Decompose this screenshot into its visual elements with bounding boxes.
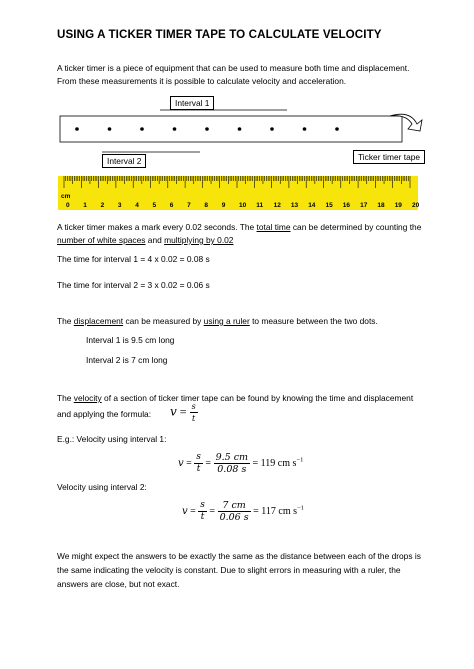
eq1-exponent: −1 — [296, 456, 304, 464]
ruler-number: 8 — [204, 202, 209, 209]
eq2-result: = 117 cm s — [253, 505, 298, 517]
timing-line-1 — [57, 221, 421, 234]
ruler — [58, 176, 418, 210]
intro-line-1: A ticker timer is a piece of equipment that can be used to measure both time and displacement. — [57, 63, 410, 73]
tape-dot — [303, 127, 307, 131]
ruler-number: 11 — [256, 202, 264, 209]
eq1-fraction-1 — [194, 452, 203, 475]
tape-strip — [60, 116, 402, 142]
timing-text: and — [145, 235, 165, 245]
equation-interval-1 — [178, 452, 303, 475]
eq2-den-t: t — [200, 512, 205, 522]
equation-interval-2 — [182, 500, 304, 523]
tape-dot — [205, 127, 209, 131]
displacement-text: can be measured by — [123, 316, 204, 326]
timing-line-2 — [57, 234, 233, 247]
page-title: USING A TICKER TIMER TAPE TO CALCULATE VELOCITY — [57, 28, 382, 41]
ruler-number: 7 — [187, 202, 191, 209]
eq1-equals-2: = — [205, 457, 212, 469]
ruler-number: 4 — [135, 202, 139, 209]
eq2-fraction-2 — [218, 500, 251, 523]
eq1-den-value: 0.08 s — [217, 464, 247, 475]
displacement-term: displacement — [73, 316, 124, 326]
example-1-label: E.g.: Velocity using interval 1: — [57, 434, 167, 444]
velocity-formula — [170, 401, 198, 424]
formula-v: v — [170, 404, 177, 419]
multiply-term: multiplying by 0.02 — [164, 235, 234, 245]
tape-dot — [335, 127, 339, 131]
eq2-equals-2: = — [209, 505, 216, 517]
eq1-result: = 119 cm s — [252, 457, 297, 469]
formula-fraction — [190, 401, 198, 424]
velocity-term: velocity — [73, 393, 102, 403]
displacement-interval-1: Interval 1 is 9.5 cm long — [86, 335, 175, 345]
ruler-number: 14 — [308, 202, 316, 209]
white-spaces-term: number of white spaces — [57, 235, 146, 245]
ruler-number: 17 — [360, 202, 368, 209]
eq1-num-value: 9.5 cm — [215, 452, 249, 463]
eq2-exponent: −1 — [297, 504, 304, 512]
formula-denominator: t — [192, 414, 196, 423]
ticker-tape-label: Ticker timer tape — [353, 150, 425, 164]
ruler-number: 5 — [152, 202, 157, 209]
ruler-number: 3 — [117, 202, 122, 209]
tape-dot — [270, 127, 274, 131]
eq2-fraction-1 — [198, 500, 207, 523]
ruler-term: using a ruler — [203, 316, 250, 326]
ruler-number: 13 — [290, 202, 299, 209]
velocity-text: of a section of ticker timer tape can be found by knowing the time and displacement — [101, 393, 414, 403]
eq2-den-value: 0.06 s — [219, 512, 249, 523]
eq1-equals: = — [186, 457, 192, 469]
formula-numerator: s — [191, 402, 196, 411]
ruler-number: 15 — [325, 202, 333, 209]
velocity-text: The — [57, 393, 74, 403]
total-time-term: total time — [256, 222, 291, 232]
ruler-number: 10 — [239, 202, 247, 209]
eq1-den-t: t — [196, 464, 201, 474]
eq1-v: v — [178, 457, 184, 469]
example-2-label: Velocity using interval 2: — [57, 482, 147, 492]
displacement-text: to measure between the two dots. — [249, 316, 378, 326]
timing-text: A ticker timer makes a mark every 0.02 seconds. The — [57, 222, 257, 232]
intro-line-2: From these measurements it is possible to calculate velocity and acceleration. — [57, 76, 347, 86]
ruler-number: 16 — [342, 202, 351, 209]
ruler-number: 2 — [100, 202, 105, 209]
conclusion-line-3: answers are close, but not exact. — [57, 579, 180, 589]
ruler-numbers — [66, 202, 420, 209]
ruler-number: 20 — [412, 202, 420, 209]
displacement-interval-2: Interval 2 is 7 cm long — [86, 355, 168, 365]
tape-dot — [173, 127, 177, 131]
displacement-line — [57, 315, 378, 328]
eq2-equals: = — [190, 505, 196, 517]
conclusion-line-2: the same indicating the velocity is constant. Due to slight errors in measuring with a ruler, the — [57, 565, 401, 575]
conclusion-line-1: We might expect the answers to be exactly the same as the distance between each of the drops is — [57, 551, 421, 561]
eq2-num-value: 7 cm — [218, 500, 251, 512]
tape-dot — [108, 127, 112, 131]
formula-equals: = — [179, 404, 187, 419]
ruler-number: 0 — [66, 202, 70, 209]
ruler-number: 12 — [273, 202, 281, 209]
time-interval-2: The time for interval 2 = 3 x 0.02 = 0.06 s — [57, 280, 210, 290]
ruler-ticks — [64, 176, 410, 188]
ruler-number: 18 — [377, 202, 385, 209]
eq1-fraction-2 — [214, 452, 250, 475]
ruler-number: 19 — [394, 202, 402, 209]
tape-dot — [238, 127, 242, 131]
time-interval-1: The time for interval 1 = 4 x 0.02 = 0.08 s — [57, 254, 210, 264]
ruler-number: 1 — [83, 202, 87, 209]
timing-text: can be determined by counting the — [290, 222, 422, 232]
displacement-text: The — [57, 316, 74, 326]
interval-2-label: Interval 2 — [102, 154, 146, 168]
tape-dot — [140, 127, 144, 131]
eq1-num-s: s — [196, 452, 201, 462]
eq2-num-s: s — [200, 500, 205, 510]
interval-1-label: Interval 1 — [170, 96, 214, 110]
tape-dot — [75, 127, 79, 131]
eq2-v: v — [182, 505, 188, 517]
ruler-number: 6 — [169, 202, 174, 209]
velocity-line-1 — [57, 392, 413, 405]
velocity-line-2: and applying the formula: — [57, 409, 152, 419]
ruler-unit: cm — [61, 193, 71, 200]
ruler-number: 9 — [221, 202, 226, 209]
